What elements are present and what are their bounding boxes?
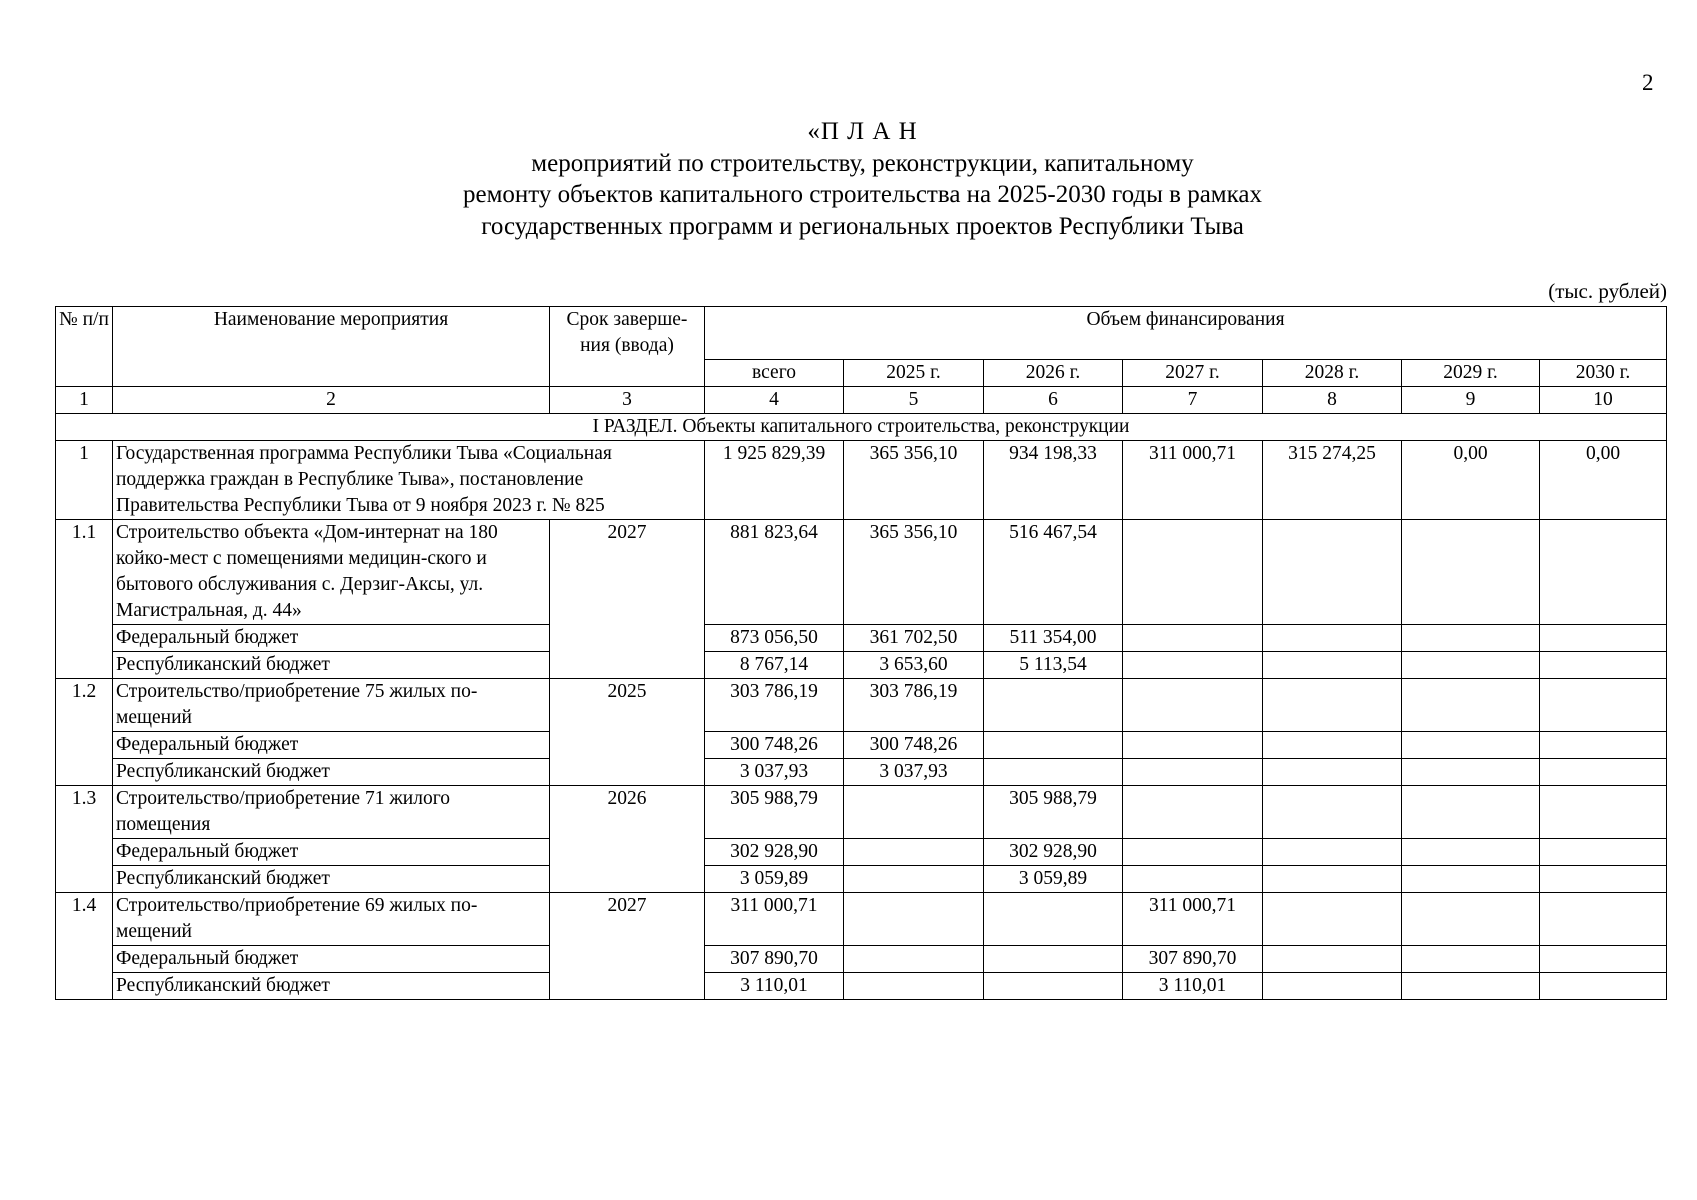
column-number: 6 (984, 387, 1123, 414)
value-cell: 3 059,89 (984, 866, 1123, 893)
column-number: 7 (1123, 387, 1263, 414)
value-cell (1402, 652, 1540, 679)
value-cell: 311 000,71 (1123, 893, 1263, 946)
row-number: 1.4 (56, 893, 113, 1000)
federal-budget-label: Федеральный бюджет (113, 946, 550, 973)
value-cell: 305 988,79 (984, 786, 1123, 839)
item-row (56, 520, 1667, 625)
item-row (56, 893, 1667, 946)
value-cell (984, 946, 1123, 973)
republican-budget-label: Республиканский бюджет (113, 973, 550, 1000)
republican-budget-label: Республиканский бюджет (113, 866, 550, 893)
title-line-4: государственных программ и региональных проектов Республики Тыва (481, 212, 1244, 240)
federal-budget-row (56, 946, 1667, 973)
value-cell (1540, 759, 1667, 786)
value-cell (844, 839, 984, 866)
republican-budget-row (56, 973, 1667, 1000)
value-cell: 307 890,70 (1123, 946, 1263, 973)
row-number: 1.3 (56, 786, 113, 893)
federal-budget-row (56, 732, 1667, 759)
value-cell: 873 056,50 (705, 625, 844, 652)
value-cell (1402, 786, 1540, 839)
value-cell (1123, 679, 1263, 732)
value-cell (1123, 520, 1263, 625)
value-cell: 303 786,19 (844, 679, 984, 732)
page-number: 2 (1642, 70, 1654, 95)
row-number: 1.1 (56, 520, 113, 679)
header-2025: 2025 г. (844, 360, 984, 387)
value-cell: 361 702,50 (844, 625, 984, 652)
republican-budget-label: Республиканский бюджет (113, 759, 550, 786)
units-label: (тыс. рублей) (1548, 279, 1667, 303)
value-cell: 511 354,00 (984, 625, 1123, 652)
title-line-2: мероприятий по строительству, реконструкции, капитальному (531, 149, 1194, 177)
value-cell (1540, 625, 1667, 652)
value-cell: 3 110,01 (1123, 973, 1263, 1000)
value-cell (1123, 732, 1263, 759)
value-cell (1263, 625, 1402, 652)
items-body (56, 520, 1667, 1000)
value-cell: 302 928,90 (984, 839, 1123, 866)
value-cell (1540, 893, 1667, 946)
header-2029: 2029 г. (1402, 360, 1540, 387)
value-cell (1402, 679, 1540, 732)
value-cell (1123, 786, 1263, 839)
value-cell (1263, 652, 1402, 679)
value-cell (1540, 786, 1667, 839)
section-title: I РАЗДЕЛ. Объекты капитального строительства, реконструкции (56, 414, 1667, 441)
republican-budget-label: Республиканский бюджет (113, 652, 550, 679)
value-cell: 5 113,54 (984, 652, 1123, 679)
value-cell (1263, 520, 1402, 625)
value-cell: 311 000,71 (705, 893, 844, 946)
value-cell (1123, 839, 1263, 866)
value-cell: 303 786,19 (705, 679, 844, 732)
column-number: 2 (113, 387, 550, 414)
item-row (56, 786, 1667, 839)
value-cell (1123, 759, 1263, 786)
value-cell (1263, 973, 1402, 1000)
value-cell (1263, 786, 1402, 839)
item-deadline: 2027 (550, 520, 705, 679)
value-cell: 3 653,60 (844, 652, 984, 679)
program-row (56, 441, 1667, 520)
header-name: Наименование мероприятия (113, 307, 550, 387)
value-cell: 3 059,89 (705, 866, 844, 893)
republican-budget-row (56, 652, 1667, 679)
value-cell: 934 198,33 (984, 441, 1123, 520)
value-cell (984, 973, 1123, 1000)
value-cell: 0,00 (1540, 441, 1667, 520)
header-2027: 2027 г. (1123, 360, 1263, 387)
value-cell (1402, 732, 1540, 759)
value-cell (1540, 946, 1667, 973)
value-cell (984, 759, 1123, 786)
value-cell: 516 467,54 (984, 520, 1123, 625)
column-number: 10 (1540, 387, 1667, 414)
section-row (56, 414, 1667, 441)
value-cell (844, 973, 984, 1000)
value-cell: 881 823,64 (705, 520, 844, 625)
value-cell: 302 928,90 (705, 839, 844, 866)
value-cell (1402, 625, 1540, 652)
header-deadline: Срок заверше-ния (ввода) (550, 307, 705, 387)
value-cell (984, 732, 1123, 759)
value-cell: 307 890,70 (705, 946, 844, 973)
value-cell (984, 679, 1123, 732)
header-2030: 2030 г. (1540, 360, 1667, 387)
federal-budget-label: Федеральный бюджет (113, 625, 550, 652)
column-number: 4 (705, 387, 844, 414)
value-cell: 315 274,25 (1263, 441, 1402, 520)
value-cell (1123, 625, 1263, 652)
column-number: 5 (844, 387, 984, 414)
item-deadline: 2025 (550, 679, 705, 786)
value-cell (1402, 520, 1540, 625)
value-cell (1540, 652, 1667, 679)
republican-budget-row (56, 866, 1667, 893)
value-cell (1540, 520, 1667, 625)
republican-budget-row (56, 759, 1667, 786)
header-funding: Объем финансирования (705, 307, 1667, 360)
document-title (0, 116, 1697, 242)
value-cell (1263, 946, 1402, 973)
value-cell: 305 988,79 (705, 786, 844, 839)
value-cell: 3 110,01 (705, 973, 844, 1000)
federal-budget-row (56, 839, 1667, 866)
value-cell: 3 037,93 (705, 759, 844, 786)
header-row-1 (56, 307, 1667, 360)
value-cell (1263, 759, 1402, 786)
value-cell: 0,00 (1402, 441, 1540, 520)
column-number: 9 (1402, 387, 1540, 414)
header-2026: 2026 г. (984, 360, 1123, 387)
item-name: Строительство объекта «Дом-интернат на 180 койко-мест с помещениями медицин-ского и бытового обслуживания с. Дерзиг-Аксы, ул. Магистральная, д. 44» (113, 520, 550, 625)
federal-budget-row (56, 625, 1667, 652)
column-number: 3 (550, 387, 705, 414)
program-name: Государственная программа Республики Тыва «Социальная поддержка граждан в Республике Тыва», постановление Правительства Республики Тыва от 9 ноября 2023 г. № 825 (113, 441, 705, 520)
value-cell: 8 767,14 (705, 652, 844, 679)
value-cell (1540, 732, 1667, 759)
value-cell (1540, 679, 1667, 732)
value-cell (1402, 866, 1540, 893)
value-cell (984, 893, 1123, 946)
item-name: Строительство/приобретение 75 жилых по-мещений (113, 679, 550, 732)
value-cell (1263, 679, 1402, 732)
item-deadline: 2027 (550, 893, 705, 1000)
value-cell (844, 893, 984, 946)
value-cell: 365 356,10 (844, 520, 984, 625)
federal-budget-label: Федеральный бюджет (113, 839, 550, 866)
item-name: Строительство/приобретение 71 жилого помещения (113, 786, 550, 839)
item-deadline: 2026 (550, 786, 705, 893)
value-cell (844, 786, 984, 839)
header-2028: 2028 г. (1263, 360, 1402, 387)
row-number: 1 (56, 441, 113, 520)
value-cell (1402, 759, 1540, 786)
value-cell: 311 000,71 (1123, 441, 1263, 520)
value-cell (1263, 893, 1402, 946)
value-cell: 365 356,10 (844, 441, 984, 520)
value-cell (1540, 839, 1667, 866)
value-cell (1263, 732, 1402, 759)
value-cell (844, 946, 984, 973)
header-total: всего (705, 360, 844, 387)
column-number: 8 (1263, 387, 1402, 414)
column-number-row (56, 387, 1667, 414)
value-cell (1263, 866, 1402, 893)
federal-budget-label: Федеральный бюджет (113, 732, 550, 759)
value-cell (1123, 866, 1263, 893)
value-cell (1540, 866, 1667, 893)
value-cell (1540, 973, 1667, 1000)
value-cell (1402, 893, 1540, 946)
item-row (56, 679, 1667, 732)
header-num: № п/п (56, 307, 113, 387)
column-number: 1 (56, 387, 113, 414)
item-name: Строительство/приобретение 69 жилых по-мещений (113, 893, 550, 946)
value-cell (1402, 946, 1540, 973)
value-cell: 300 748,26 (705, 732, 844, 759)
value-cell (844, 866, 984, 893)
plan-table (55, 306, 1667, 1000)
value-cell (1123, 652, 1263, 679)
value-cell (1402, 839, 1540, 866)
value-cell: 3 037,93 (844, 759, 984, 786)
value-cell (1263, 839, 1402, 866)
row-number: 1.2 (56, 679, 113, 786)
title-line-3: ремонту объектов капитального строительства на 2025-2030 годы в рамках (463, 181, 1262, 208)
value-cell (1402, 973, 1540, 1000)
title-line-1: «П Л А Н (807, 118, 918, 145)
value-cell: 1 925 829,39 (705, 441, 844, 520)
value-cell: 300 748,26 (844, 732, 984, 759)
